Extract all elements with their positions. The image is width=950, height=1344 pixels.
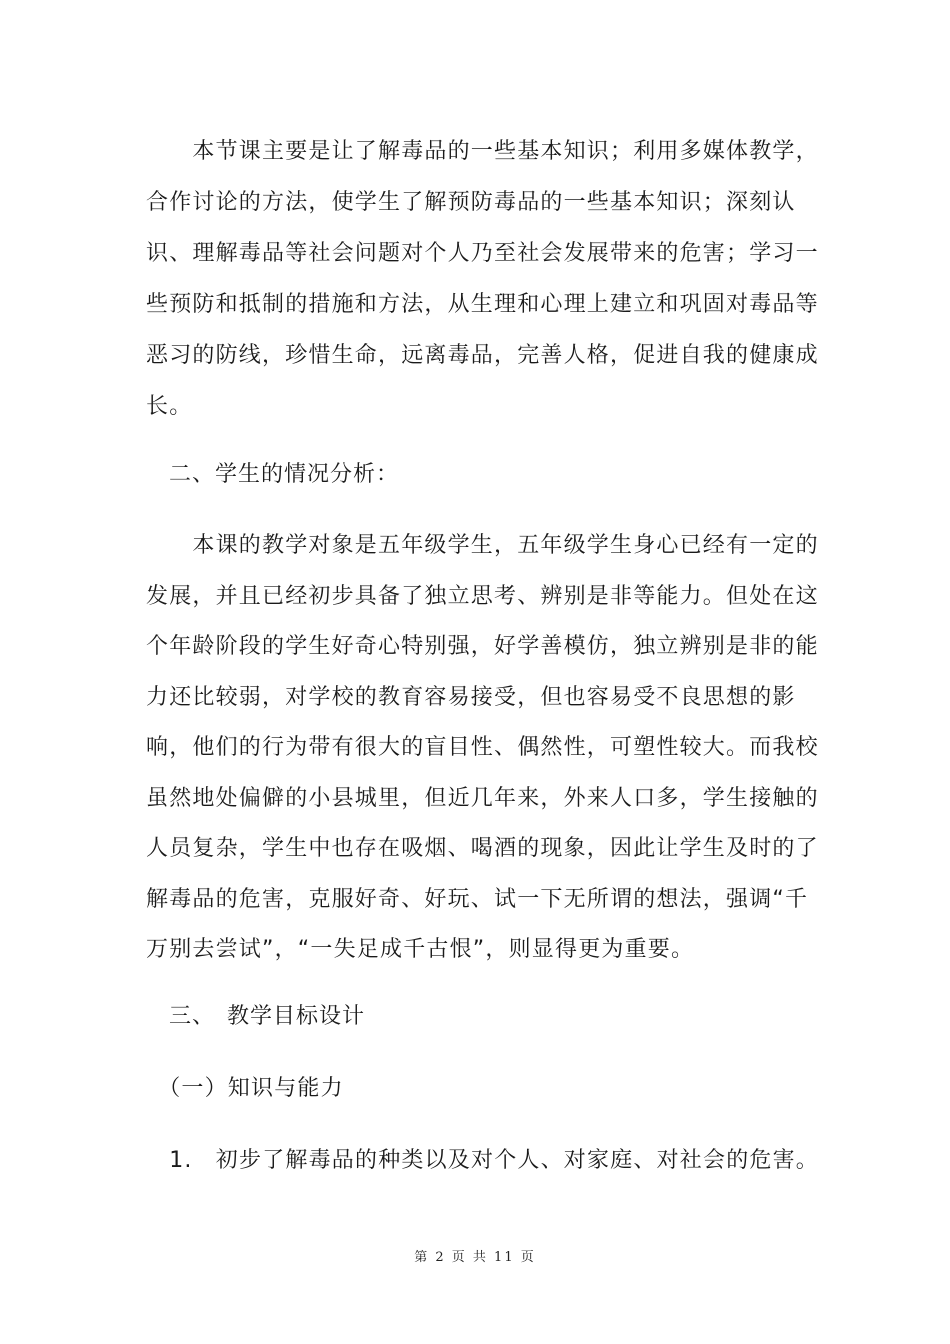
- page-footer: 第 2 页 共 11 页: [414, 1250, 536, 1265]
- paragraph-2-line-2: 发展，并且已经初步具备了独立思考、辨别是非等能力。但处在这: [146, 584, 819, 609]
- paragraph-1-line-3: 识、理解毒品等社会问题对个人乃至社会发展带来的危害；学习一: [146, 241, 819, 266]
- paragraph-1-line-2: 合作讨论的方法，使学生了解预防毒品的一些基本知识；深刻认: [146, 190, 796, 215]
- section-heading-3: 三、 教学目标设计: [146, 1004, 366, 1029]
- paragraph-2-line-1: 本课的教学对象是五年级学生，五年级学生身心已经有一定的: [146, 533, 819, 558]
- paragraph-2-line-8: 解毒品的危害，克服好奇、好玩、试一下无所谓的想法，强调“千: [146, 887, 809, 912]
- paragraph-1-line-6: 长。: [146, 394, 193, 419]
- section-heading-2: 二、学生的情况分析：: [146, 462, 400, 487]
- list-item-1: 1. 初步了解毒品的种类以及对个人、对家庭、对社会的危害。: [146, 1148, 819, 1173]
- subheading-knowledge-ability: （一）知识与能力: [146, 1076, 344, 1101]
- paragraph-2-line-5: 响，他们的行为带有很大的盲目性、偶然性，可塑性较大。而我校: [146, 735, 819, 760]
- paragraph-1-line-4: 些预防和抵制的措施和方法，从生理和心理上建立和巩固对毒品等: [146, 292, 819, 317]
- paragraph-2-line-7: 人员复杂，学生中也存在吸烟、喝酒的现象，因此让学生及时的了: [146, 836, 819, 861]
- paragraph-2-line-4: 力还比较弱，对学校的教育容易接受，但也容易受不良思想的影: [146, 685, 796, 710]
- paragraph-1-line-1: 本节课主要是让了解毒品的一些基本知识；利用多媒体教学，: [146, 139, 819, 164]
- paragraph-2-line-9: 万别去尝试”，“一失足成千古恨”，则显得更为重要。: [146, 937, 695, 962]
- paragraph-1-line-5: 恶习的防线，珍惜生命，远离毒品，完善人格，促进自我的健康成: [146, 343, 819, 368]
- paragraph-2-line-3: 个年龄阶段的学生好奇心特别强，好学善模仿，独立辨别是非的能: [146, 634, 819, 659]
- paragraph-2-line-6: 虽然地处偏僻的小县城里，但近几年来，外来人口多，学生接触的: [146, 786, 819, 811]
